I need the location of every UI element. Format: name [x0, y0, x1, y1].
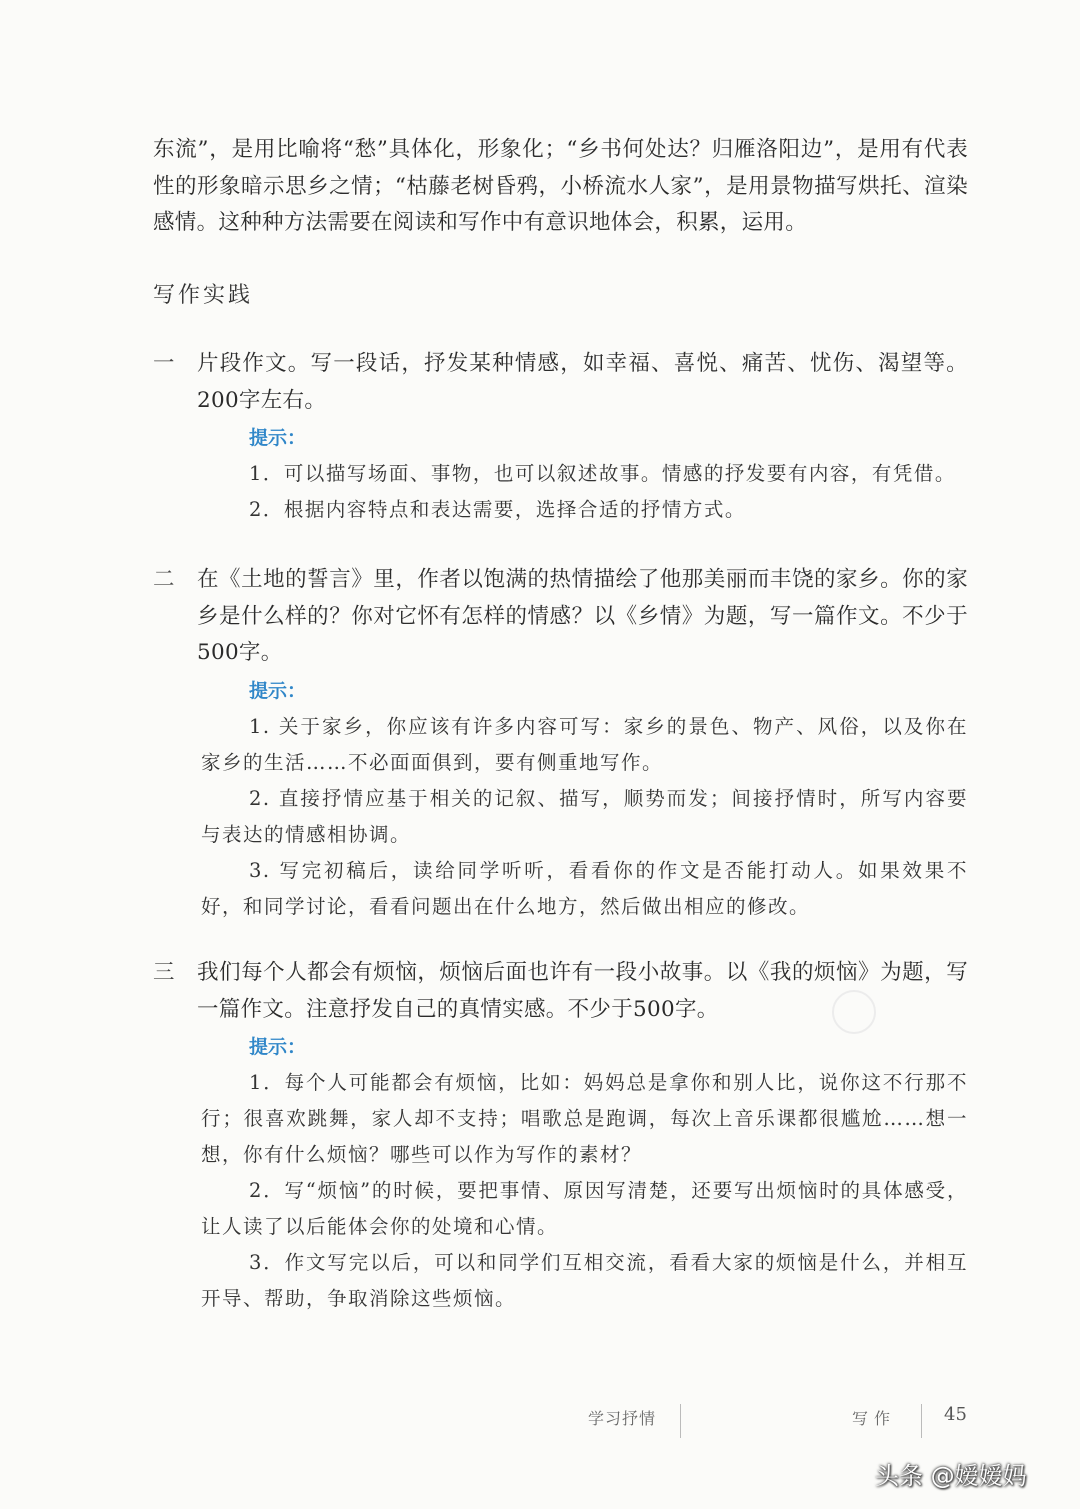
task-number: 三 — [153, 960, 175, 985]
hint-item: 3. 写完初稿后，读给同学听听，看看你的作文是否能打动人。如果效果不好，和同学讨论，看看问题出在什么地方，然后做出相应的修改。 — [201, 858, 968, 918]
hint-item: 3．作文写完以后，可以和同学们互相交流，看看大家的烦恼是什么，并相互开导、帮助，争取消除这些烦恼。 — [201, 1251, 968, 1310]
hint-label: 提示： — [249, 679, 307, 702]
task-text: 我们每个人都会有烦恼，烦恼后面也许有一段小故事。以《我的烦恼》为题，写一篇作文。注意抒发自己的真情实感。不少于500字。 — [197, 960, 968, 1022]
hint-item: 1. 关于家乡，你应该有许多内容可写：家乡的景色、物产、风俗，以及你在家乡的生活……不必面面俱到，要有侧重地写作。 — [201, 714, 968, 774]
task-text: 片段作文。写一段话，抒发某种情感，如幸福、喜悦、痛苦、忧伤、渴望等。200字左右。 — [197, 351, 968, 413]
hint-item: 2. 直接抒情应基于相关的记叙、描写，顺势而发；间接抒情时，所写内容要与表达的情感相协调。 — [201, 786, 968, 846]
page-number: 45 — [944, 1404, 967, 1425]
footer-unit: 学习抒情 — [588, 1409, 657, 1428]
intro-paragraph: 东流”，是用比喻将“愁”具体化，形象化；“乡书何处达？归雁洛阳边”，是用有代表性的形象暗示思乡之情；“枯藤老树昏鸦，小桥流水人家”，是用景物描写烘托、渲染感情。这种种方法需要在阅读和写作中有意识地体会，积累，运用。 — [153, 137, 968, 235]
task-number: 二 — [153, 567, 175, 592]
footer-section: 写作 — [852, 1409, 897, 1428]
footer-divider — [921, 1404, 922, 1438]
watermark-text: 头条 @嫒嫒妈 — [875, 1462, 1027, 1490]
hint-item: 1．可以描写场面、事物，也可以叙述故事。情感的抒发要有内容，有凭借。 — [249, 462, 956, 485]
task-text: 在《土地的誓言》里，作者以饱满的热情描绘了他那美丽而丰饶的家乡。你的家乡是什么样的？你对它怀有怎样的情感？以《乡情》为题，写一篇作文。不少于500字。 — [197, 567, 968, 665]
section-title: 写作实践 — [153, 283, 254, 308]
registered-mark-icon — [832, 990, 876, 1034]
task-1 — [153, 346, 968, 528]
footer-divider — [680, 1404, 681, 1438]
task-2 — [153, 562, 968, 925]
hint-label: 提示： — [249, 1036, 307, 1058]
hint-label: 提示： — [249, 427, 307, 449]
hint-item: 2．写“烦恼”的时候，要把事情、原因写清楚，还要写出烦恼时的具体感受，让人读了以后能体会你的处境和心情。 — [201, 1179, 968, 1238]
task-number: 一 — [153, 351, 175, 376]
hint-item: 1．每个人可能都会有烦恼，比如：妈妈总是拿你和别人比，说你这不行那不行；很喜欢跳舞，家人却不支持；唱歌总是跑调，每次上音乐课都很尴尬……想一想，你有什么烦恼？哪些可以作为写作的素材？ — [201, 1071, 968, 1166]
hint-item: 2．根据内容特点和表达需要，选择合适的抒情方式。 — [249, 498, 746, 521]
